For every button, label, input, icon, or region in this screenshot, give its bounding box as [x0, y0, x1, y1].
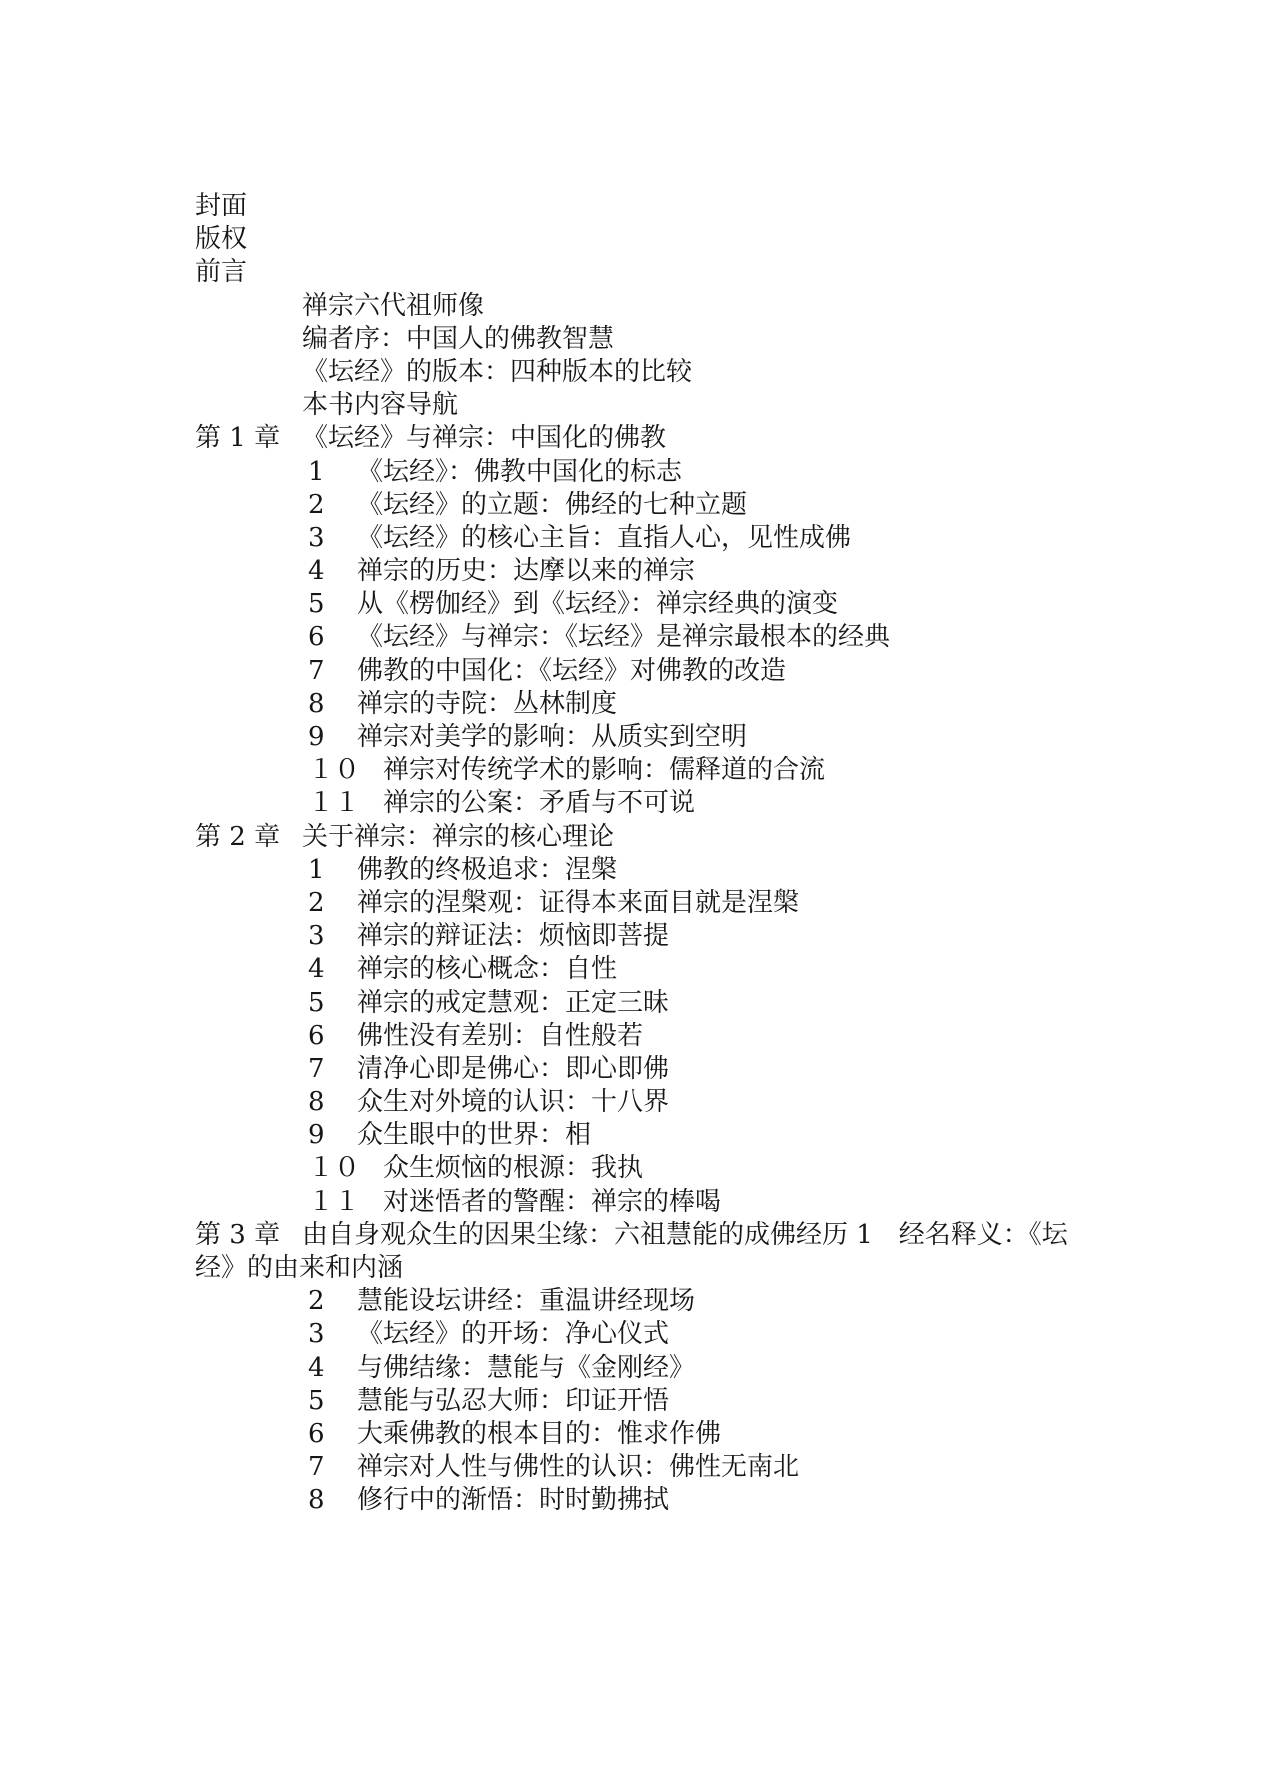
chapter-heading[interactable]: [195, 821, 1255, 854]
item-title: 与佛结缘：慧能与《金刚经》: [357, 1352, 696, 1383]
item-number: 4: [308, 1352, 325, 1383]
chapter-title: 关于禅宗：禅宗的核心理论: [302, 821, 615, 852]
toc-entry-preface[interactable]: 前言: [195, 257, 248, 288]
toc-item[interactable]: [195, 1186, 1255, 1219]
item-title: 大乘佛教的根本目的：惟求作佛: [357, 1418, 722, 1449]
toc-item[interactable]: [195, 1318, 1255, 1351]
item-title: 禅宗的历史：达摩以来的禅宗: [357, 556, 696, 587]
item-number: 1: [308, 456, 325, 487]
toc-item[interactable]: [195, 456, 1255, 489]
item-number: 2: [308, 887, 325, 918]
item-title: 慧能设坛讲经：重温讲经现场: [357, 1286, 696, 1317]
chapter-heading[interactable]: [195, 422, 1255, 455]
item-number: １０: [308, 1153, 361, 1184]
toc-subentry[interactable]: 禅宗六代祖师像: [302, 290, 485, 321]
toc-item[interactable]: [195, 887, 1255, 920]
toc-item[interactable]: [195, 987, 1255, 1020]
item-title: 禅宗的戒定慧观：正定三昧: [357, 987, 670, 1018]
item-title: 众生眼中的世界：相: [357, 1120, 592, 1151]
item-title: 禅宗的寺院：丛林制度: [357, 688, 618, 719]
toc-item[interactable]: [195, 1086, 1255, 1119]
chapter-label: 第 2 章: [195, 821, 281, 852]
item-number: １１: [308, 788, 361, 819]
toc-item[interactable]: [195, 621, 1255, 654]
item-number: 8: [308, 1087, 325, 1118]
item-title: 佛教的中国化：《坛经》对佛教的改造: [357, 655, 787, 686]
toc-item[interactable]: [195, 1484, 1255, 1517]
toc-item[interactable]: [195, 1385, 1255, 1418]
toc-subentry[interactable]: 《坛经》的版本：四种版本的比较: [302, 356, 693, 387]
toc-item[interactable]: [195, 953, 1255, 986]
toc-item[interactable]: [195, 787, 1255, 820]
toc-item[interactable]: [195, 555, 1255, 588]
chapter-title: 由自身观众生的因果尘缘：六祖慧能的成佛经历 1 经名释义：《坛: [302, 1219, 1068, 1250]
toc-item[interactable]: [195, 655, 1255, 688]
chapter-label: 第 3 章: [195, 1219, 281, 1250]
item-title: 从《楞伽经》到《坛经》：禅宗经典的演变: [357, 589, 839, 620]
toc-item[interactable]: [195, 1418, 1255, 1451]
toc-item[interactable]: [195, 920, 1255, 953]
item-title: 《坛经》的开场：净心仪式: [357, 1319, 670, 1350]
table-of-contents: [195, 190, 1255, 1518]
item-number: 3: [308, 921, 325, 952]
item-title: 众生烦恼的根源：我执: [383, 1153, 644, 1184]
item-number: 3: [308, 1319, 325, 1350]
item-number: 5: [308, 987, 325, 1018]
toc-item[interactable]: [195, 721, 1255, 754]
item-title: 禅宗对美学的影响：从质实到空明: [357, 722, 748, 752]
item-number: 7: [308, 655, 325, 686]
toc-subentry[interactable]: 本书内容导航: [302, 390, 459, 421]
chapter-heading[interactable]: [195, 1219, 1255, 1252]
item-number: 6: [308, 622, 325, 653]
item-number: 1: [308, 854, 325, 885]
item-title: 禅宗对传统学术的影响：儒释道的合流: [383, 755, 826, 786]
toc-item[interactable]: [195, 489, 1255, 522]
toc-item[interactable]: [195, 754, 1255, 787]
item-title: 众生对外境的认识：十八界: [357, 1087, 670, 1118]
item-title: 禅宗的核心概念：自性: [357, 954, 618, 985]
toc-entry-cover[interactable]: 封面: [195, 191, 248, 221]
item-number: 7: [308, 1053, 325, 1084]
item-title: 禅宗的公案：矛盾与不可说: [383, 788, 696, 819]
item-title: 禅宗对人性与佛性的认识：佛性无南北: [357, 1452, 800, 1483]
toc-item[interactable]: [195, 1285, 1255, 1318]
toc-item[interactable]: [195, 1152, 1255, 1185]
item-title: 慧能与弘忍大师：印证开悟: [357, 1385, 670, 1416]
toc-item[interactable]: [195, 854, 1255, 887]
toc-item[interactable]: [195, 1352, 1255, 1385]
item-title: 清净心即是佛心：即心即佛: [357, 1053, 670, 1084]
item-title: 《坛经》的核心主旨：直指人心，见性成佛: [357, 522, 852, 553]
item-number: 3: [308, 522, 325, 553]
item-number: 2: [308, 489, 325, 520]
item-number: 6: [308, 1418, 325, 1449]
toc-item[interactable]: [195, 522, 1255, 555]
chapter-title: 《坛经》与禅宗：中国化的佛教: [302, 423, 667, 454]
item-title: 修行中的渐悟：时时勤拂拭: [357, 1485, 670, 1516]
chapter-label: 第 1 章: [195, 423, 281, 454]
toc-item[interactable]: [195, 688, 1255, 721]
item-number: 9: [308, 722, 325, 752]
item-number: 8: [308, 688, 325, 719]
item-title: 《坛经》与禅宗：《坛经》是禅宗最根本的经典: [357, 622, 891, 653]
item-title: 《坛经》：佛教中国化的标志: [357, 456, 683, 487]
toc-item[interactable]: [195, 1020, 1255, 1053]
item-number: 9: [308, 1120, 325, 1151]
toc-item[interactable]: [195, 1119, 1255, 1152]
item-number: １０: [308, 755, 361, 786]
item-number: 8: [308, 1485, 325, 1516]
item-title: 禅宗的辩证法：烦恼即菩提: [357, 921, 670, 952]
toc-item[interactable]: [195, 588, 1255, 621]
item-number: 4: [308, 954, 325, 985]
toc-item[interactable]: [195, 1451, 1255, 1484]
item-number: 2: [308, 1286, 325, 1317]
item-title: 《坛经》的立题：佛经的七种立题: [357, 489, 748, 520]
toc-entry-copyright[interactable]: 版权: [195, 224, 248, 255]
item-title: 对迷悟者的警醒：禅宗的棒喝: [383, 1186, 722, 1217]
toc-item[interactable]: [195, 1053, 1255, 1086]
toc-subentry[interactable]: 编者序：中国人的佛教智慧: [302, 323, 615, 354]
item-title: 禅宗的涅槃观：证得本来面目就是涅槃: [357, 887, 800, 918]
chapter-heading-continued[interactable]: 经》的由来和内涵: [195, 1253, 404, 1283]
item-number: 5: [308, 589, 325, 620]
item-number: 4: [308, 556, 325, 587]
item-number: １１: [308, 1186, 361, 1217]
item-title: 佛性没有差别：自性般若: [357, 1020, 644, 1051]
item-number: 6: [308, 1020, 325, 1051]
item-number: 5: [308, 1385, 325, 1416]
item-title: 佛教的终极追求：涅槃: [357, 854, 618, 885]
item-number: 7: [308, 1452, 325, 1483]
